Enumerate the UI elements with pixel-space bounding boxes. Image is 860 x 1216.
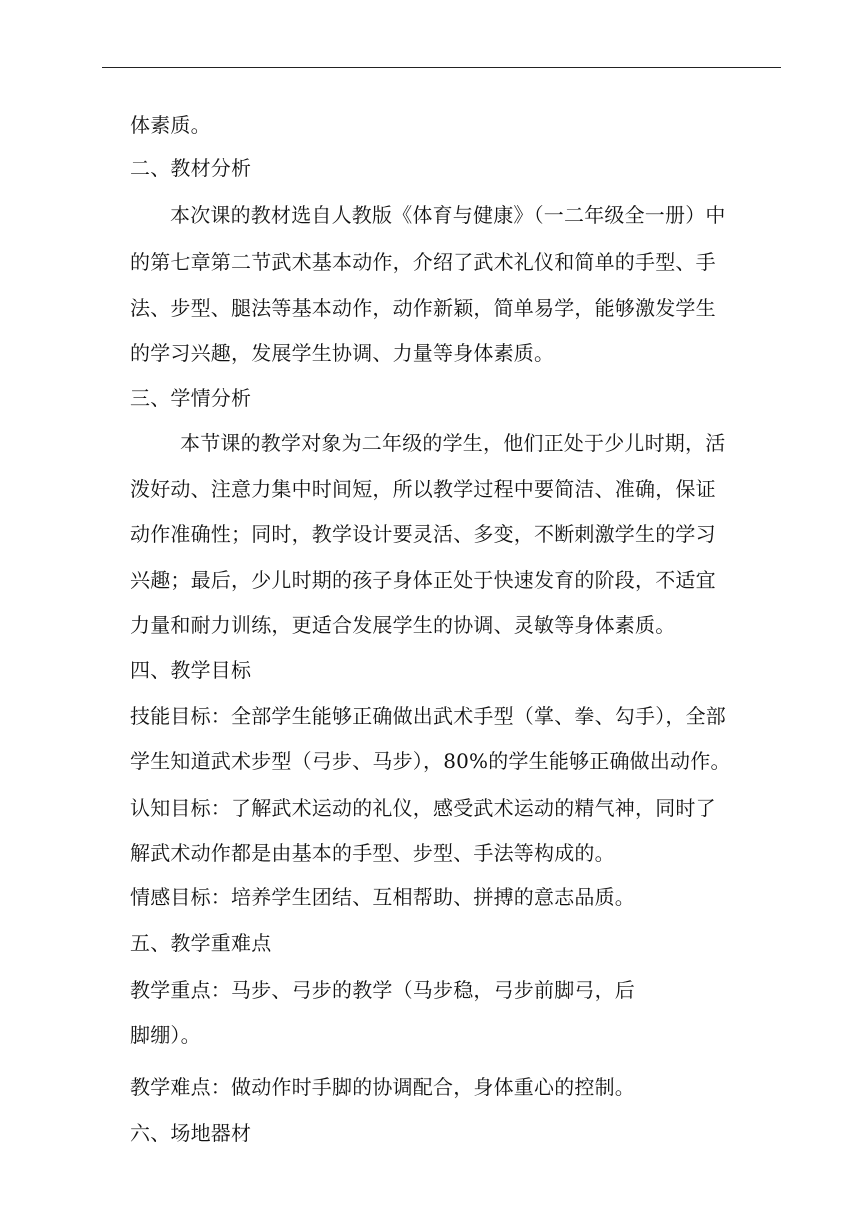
text-line: 法、步型、腿法等基本动作，动作新颖，简单易学，能够激发学生	[130, 296, 716, 320]
text-line: 力量和耐力训练，更适合发展学生的协调、灵敏等身体素质。	[130, 613, 676, 637]
text-line: 本节课的教学对象为二年级的学生，他们正处于少儿时期，活	[180, 431, 726, 455]
section-heading: 二、教材分析	[130, 156, 252, 180]
text-line: 体素质。	[130, 113, 211, 137]
section-heading: 四、教学目标	[130, 658, 252, 682]
section-heading: 三、学情分析	[130, 386, 252, 410]
text-line: 泼好动、注意力集中时间短，所以教学过程中要简洁、准确，保证	[130, 477, 716, 501]
text-line: 动作准确性；同时，教学设计要灵活、多变，不断刺激学生的学习	[130, 522, 716, 546]
text-line: 技能目标：全部学生能够正确做出武术手型（掌、拳、勾手），全部	[130, 704, 726, 728]
text-line: 的第七章第二节武术基本动作，介绍了武术礼仪和简单的手型、手	[130, 250, 716, 274]
header-rule	[102, 67, 781, 68]
text-line: 兴趣；最后，少儿时期的孩子身体正处于快速发育的阶段，不适宜	[130, 568, 716, 592]
text-line: 学生知道武术步型（弓步、马步），80%的学生能够正确做出动作。	[130, 749, 731, 773]
section-heading: 六、场地器材	[130, 1121, 252, 1145]
text-line: 脚绷）。	[130, 1023, 201, 1047]
text-line: 本次课的教材选自人教版《体育与健康》（一二年级全一册）中	[170, 203, 726, 227]
text-line: 的学习兴趣，发展学生协调、力量等身体素质。	[130, 341, 555, 365]
text-line: 解武术动作都是由基本的手型、步型、手法等构成的。	[130, 841, 615, 865]
text-line: 情感目标：培养学生团结、互相帮助、拼搏的意志品质。	[130, 885, 635, 909]
text-line: 教学重点：马步、弓步的教学（马步稳，弓步前脚弓，后	[130, 978, 635, 1002]
section-heading: 五、教学重难点	[130, 931, 272, 955]
text-line: 认知目标：了解武术运动的礼仪，感受武术运动的精气神，同时了	[130, 796, 716, 820]
text-line: 教学难点：做动作时手脚的协调配合，身体重心的控制。	[130, 1075, 635, 1099]
